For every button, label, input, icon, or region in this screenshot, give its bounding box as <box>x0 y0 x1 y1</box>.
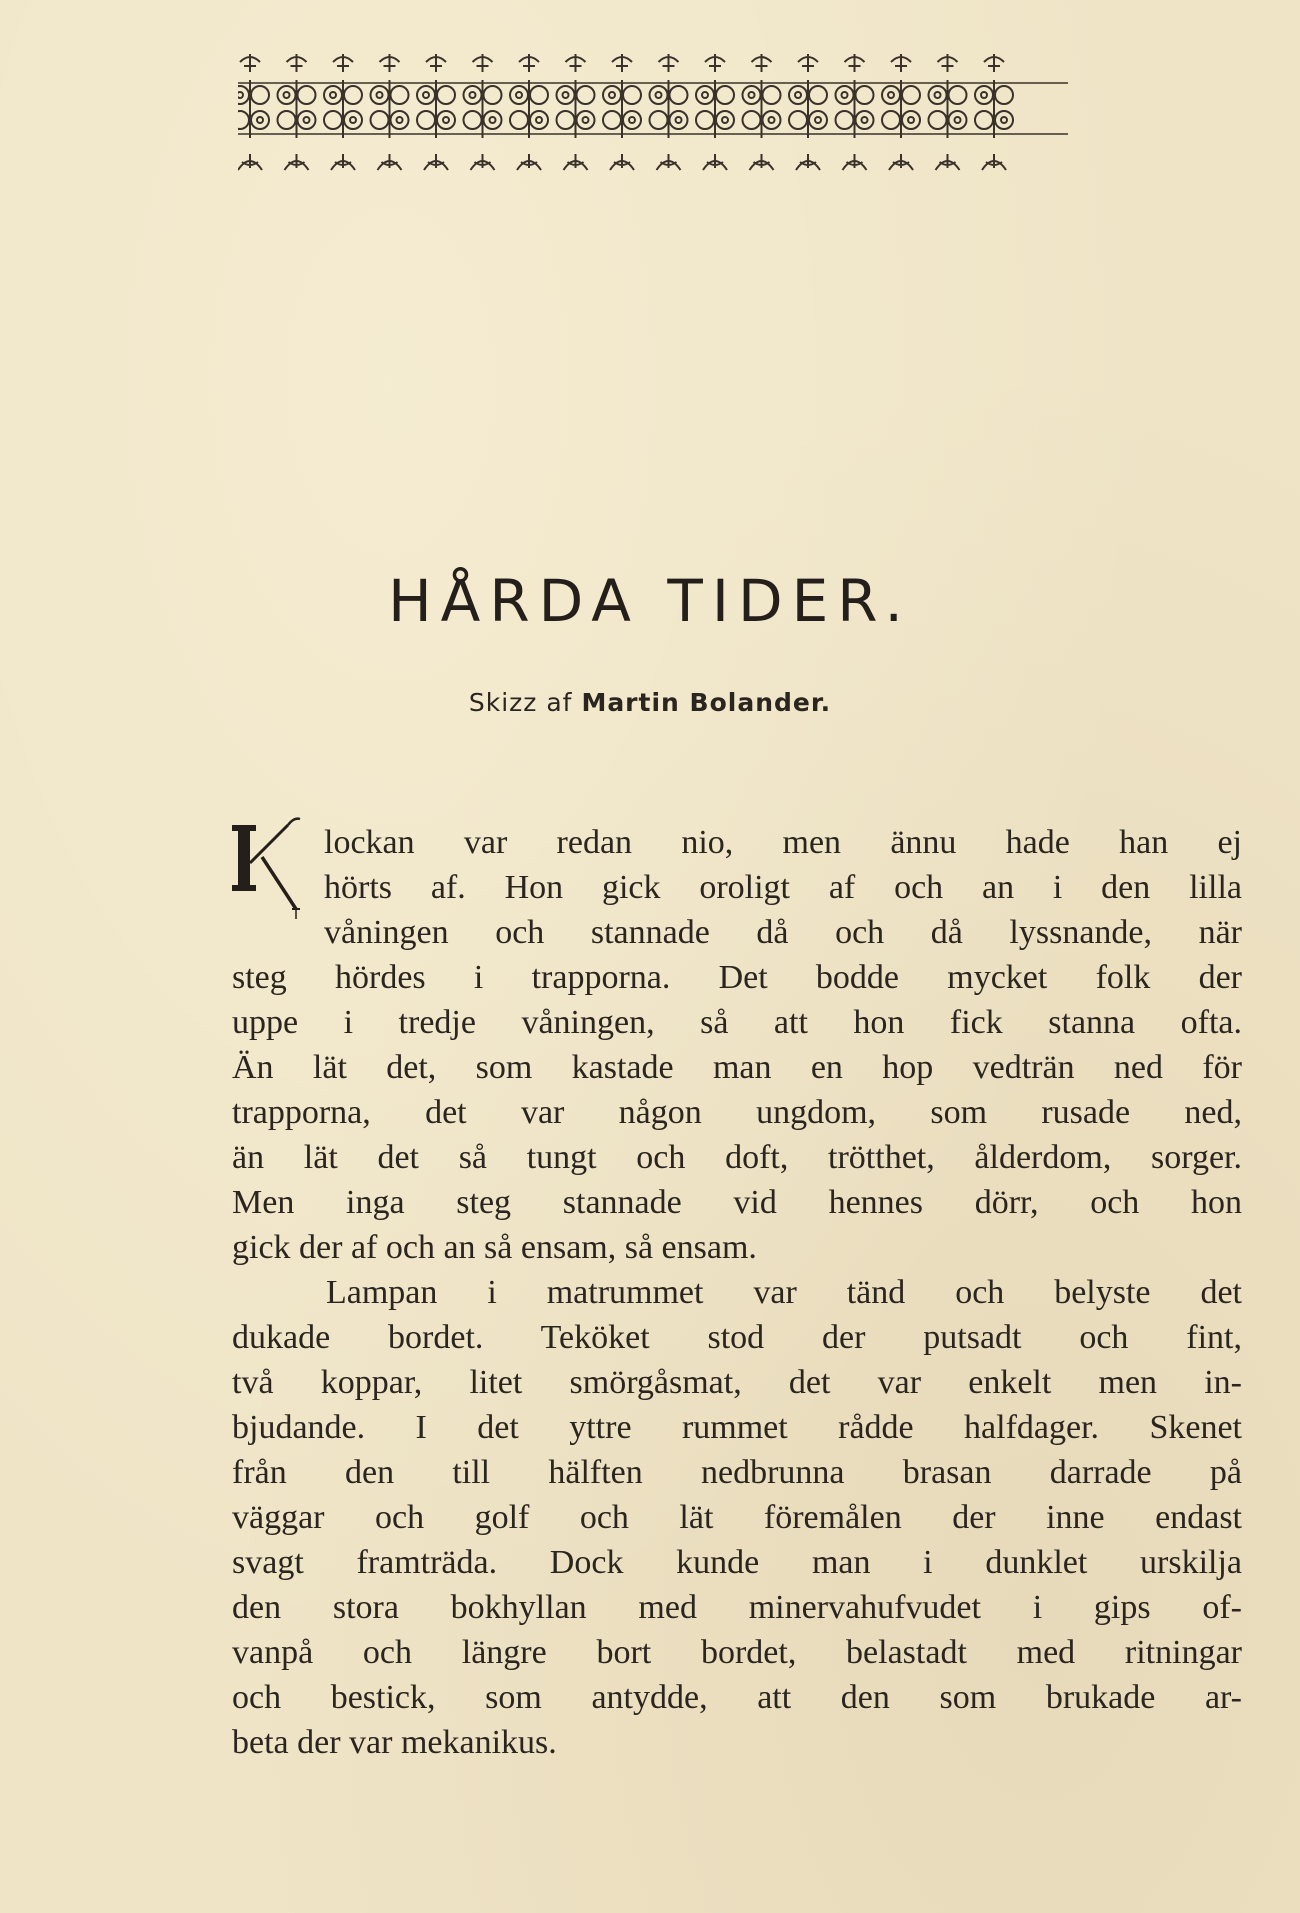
text-line: trapporna, det var någon ungdom, som rusade ned, <box>232 1094 1242 1131</box>
article-body <box>232 820 1242 1765</box>
text-line: Men inga steg stannade vid hennes dörr, och hon <box>232 1184 1242 1221</box>
text-line: svagt framträda. Dock kunde man i dunklet urskilja <box>232 1544 1242 1581</box>
text-line: Lampan i matrummet var tänd och belyste det <box>326 1274 1242 1311</box>
text-line: den stora bokhyllan med minervahufvudet i gips of- <box>232 1589 1242 1626</box>
text-line: beta der var mekanikus. <box>232 1724 557 1761</box>
byline-prefix: Skizz af <box>468 688 573 717</box>
text-line: gick der af och an så ensam, så ensam. <box>232 1229 757 1266</box>
text-line: steg hördes i trapporna. Det bodde mycket folk der <box>232 959 1242 996</box>
text-line: väggar och golf och lät föremålen der inne endast <box>232 1499 1242 1536</box>
text-line: Än lät det, som kastade man en hop vedträn ned för <box>232 1049 1242 1086</box>
byline-author: Martin Bolander. <box>581 688 832 717</box>
article-byline <box>0 688 1300 717</box>
text-line: uppe i tredje våningen, så att hon fick stanna ofta. <box>232 1004 1242 1041</box>
text-line: bjudande. I det yttre rummet rådde halfdager. Skenet <box>232 1409 1242 1446</box>
text-line: från den till hälften nedbrunna brasan darrade på <box>232 1454 1242 1491</box>
text-line: dukade bordet. Teköket stod der putsadt och fint, <box>232 1319 1242 1356</box>
text-line: hörts af. Hon gick oroligt af och an i den lilla <box>324 869 1242 906</box>
text-line: våningen och stannade då och då lyssnande, när <box>324 914 1242 951</box>
text-line: vanpå och längre bort bordet, belastadt med ritningar <box>232 1634 1242 1671</box>
article-title: HÅRDA TIDER. <box>388 567 912 635</box>
text-line: än lät det så tungt och doft, trötthet, ålderdom, sorger. <box>232 1139 1242 1176</box>
text-line: lockan var redan nio, men ännu hade han ej <box>324 824 1242 861</box>
text-line: två koppar, litet smörgåsmat, det var enkelt men in- <box>232 1364 1242 1401</box>
text-line: och bestick, som antydde, att den som brukade ar- <box>232 1679 1242 1716</box>
decorative-header-ornament <box>238 50 1068 180</box>
